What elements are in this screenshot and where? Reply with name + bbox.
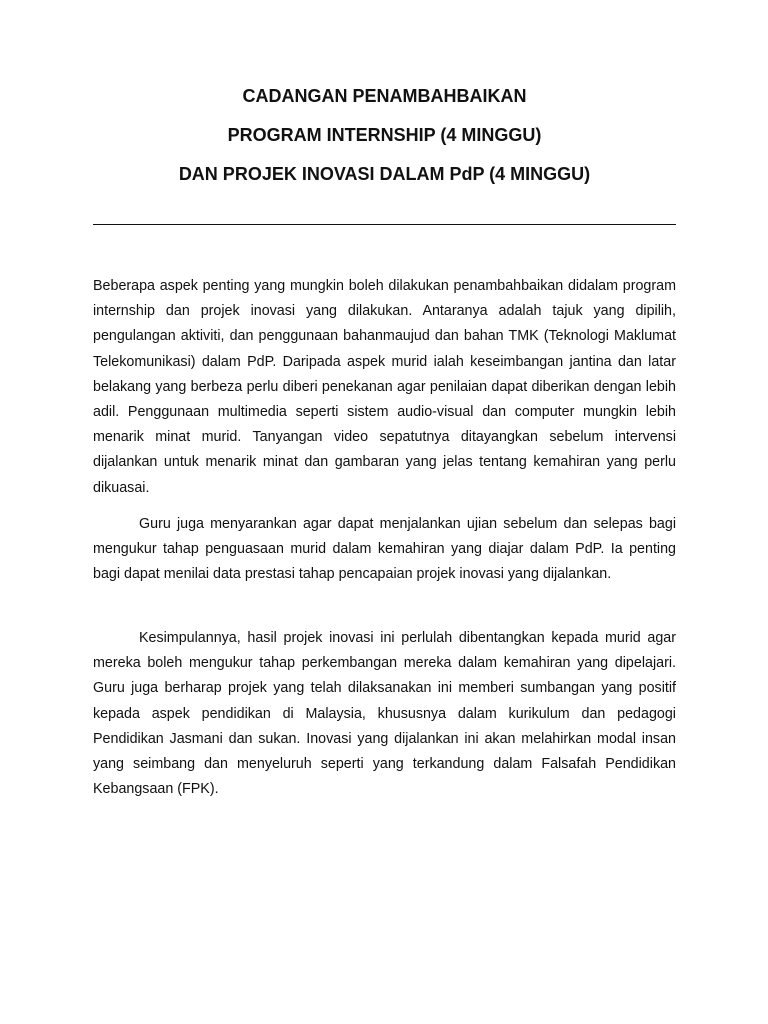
paragraph-1: Beberapa aspek penting yang mungkin boleh dilakukan penambahbaikan didalam program internship dan projek inovasi yang dilakukan. Antaranya adalah tajuk yang dipilih, pengulangan aktiviti, dan penggunaan bahanmaujud dan bahan TMK (Teknologi Maklumat Telekomunikasi) dalam PdP. Daripada aspek murid ialah keseimbangan jantina dan latar belakang yang berbeza perlu diberi penekanan agar penilaian dapat diberikan dengan lebih adil. Penggunaan multimedia seperti sistem audio-visual dan computer mungkin lebih menarik minat murid. Tanyangan video sepatutnya ditayangkan sebelum intervensi dijalankan untuk menarik minat dan gambaran yang jelas tentang kemahiran yang perlu dikuasai. [93,278,676,496]
title-divider [93,224,676,225]
document-title [93,86,676,203]
paragraph-3: Kesimpulannya, hasil projek inovasi ini perlulah dibentangkan kepada murid agar mereka boleh mengukur tahap perkembangan mereka dalam kemahiran yang dipelajari. Guru juga berharap projek yang telah dilaksanakan ini memberi sumbangan yang positif kepada aspek pendidikan di Malaysia, khususnya dalam kurikulum dan pedagogi Pendidikan Jasmani dan sukan. Inovasi yang dijalankan ini akan melahirkan modal insan yang seimbang dan menyeluruh seperti yang terkandung dalam Falsafah Pendidikan Kebangsaan (FPK). [93,630,676,798]
title-line-1: CADANGAN PENAMBAHBAIKAN [242,86,527,106]
paragraph-2: Guru juga menyarankan agar dapat menjalankan ujian sebelum dan selepas bagi mengukur tahap penguasaan murid dalam kemahiran yang diajar dalam PdP. Ia penting bagi dapat menilai data prestasi tahap pencapaian projek inovasi yang dijalankan. [93,516,676,583]
title-line-3: DAN PROJEK INOVASI DALAM PdP (4 MINGGU) [178,164,591,184]
title-line-2: PROGRAM INTERNSHIP (4 MINGGU) [227,125,542,145]
